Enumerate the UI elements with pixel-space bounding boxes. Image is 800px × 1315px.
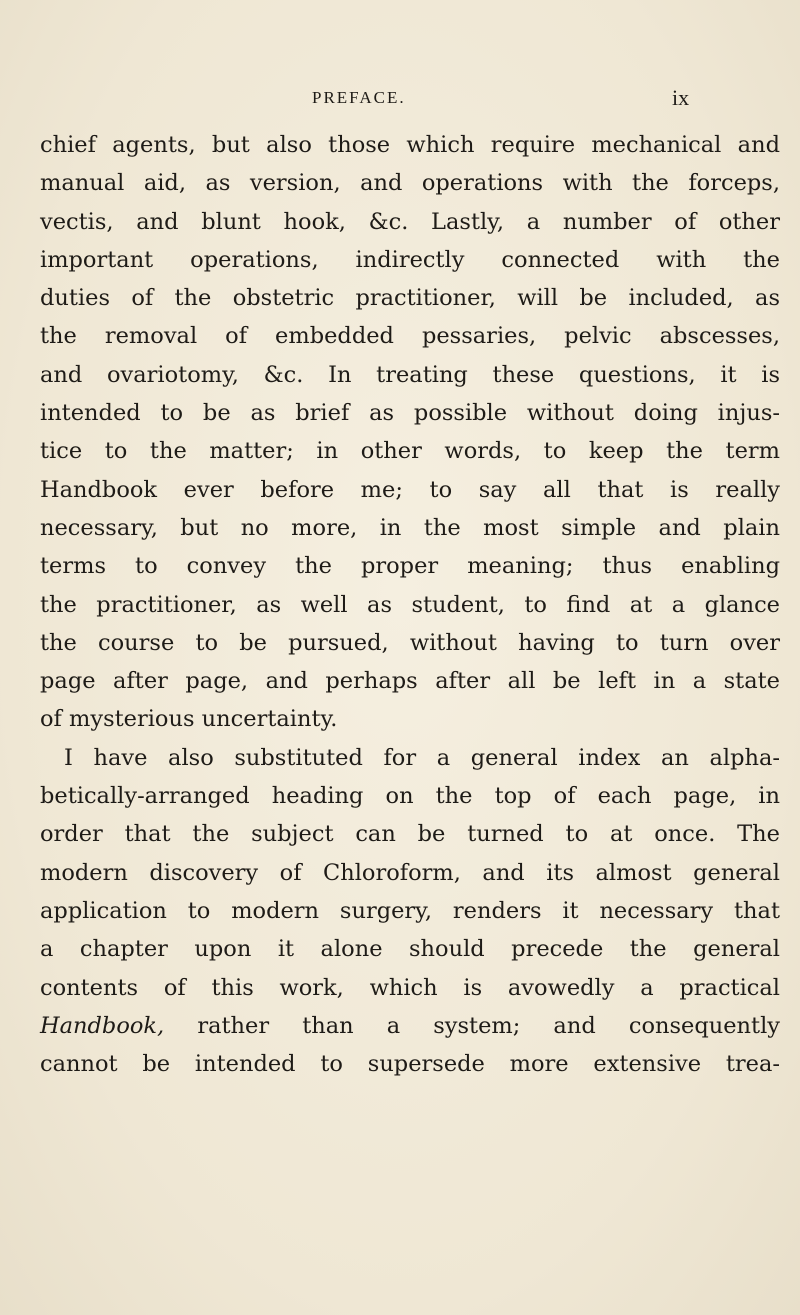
- text-line: intended to be as brief as possible without doing injus-: [40, 400, 780, 427]
- text-line: terms to convey the proper meaning; thus enabling: [40, 553, 780, 580]
- text-line: betically-arranged heading on the top of each page, in: [40, 783, 780, 810]
- text-line: cannot be intended to supersede more extensive trea-: [40, 1051, 780, 1078]
- text-line: contents of this work, which is avowedly a practical: [40, 974, 780, 1001]
- text-line: I have also substituted for a general index an alpha-: [64, 744, 780, 771]
- text-line: the course to be pursued, without having to turn over: [40, 629, 780, 656]
- text-line: necessary, but no more, in the most simple and plain: [40, 514, 780, 541]
- italic-word: Handbook,: [40, 1012, 165, 1039]
- text-line: page after page, and perhaps after all be left in a state: [40, 668, 780, 695]
- running-head: PREFACE.: [312, 88, 406, 107]
- text-line: vectis, and blunt hook, &c. Lastly, a number of other: [40, 208, 780, 235]
- text-line: duties of the obstetric practitioner, will be included, as: [40, 285, 780, 312]
- body-text: [40, 126, 780, 1083]
- text-line: tice to the matter; in other words, to keep the term: [40, 438, 780, 465]
- text-line: the removal of embedded pessaries, pelvic abscesses,: [40, 323, 780, 350]
- text-line: [40, 1007, 780, 1045]
- text-span: rather than a system; and consequently: [164, 1012, 780, 1039]
- text-line: of mysterious uncertainty.: [40, 706, 338, 733]
- text-line: order that the subject can be turned to at once. The: [40, 821, 780, 848]
- text-line: application to modern surgery, renders it necessary that: [40, 897, 780, 924]
- text-line: the practitioner, as well as student, to find at a glance: [40, 591, 780, 618]
- text-line: modern discovery of Chloroform, and its almost general: [40, 859, 780, 886]
- text-line: important operations, indirectly connected with the: [40, 246, 780, 273]
- text-line: manual aid, as version, and operations with the forceps,: [40, 170, 780, 197]
- text-line: chief agents, but also those which require mechanical and: [40, 132, 780, 158]
- page-header: [0, 85, 800, 114]
- page-number: ix: [672, 85, 690, 110]
- text-line: Handbook ever before me; to say all that is really: [40, 476, 780, 503]
- text-line: and ovariotomy, &c. In treating these questions, it is: [40, 361, 780, 388]
- text-line: a chapter upon it alone should precede the general: [40, 936, 780, 963]
